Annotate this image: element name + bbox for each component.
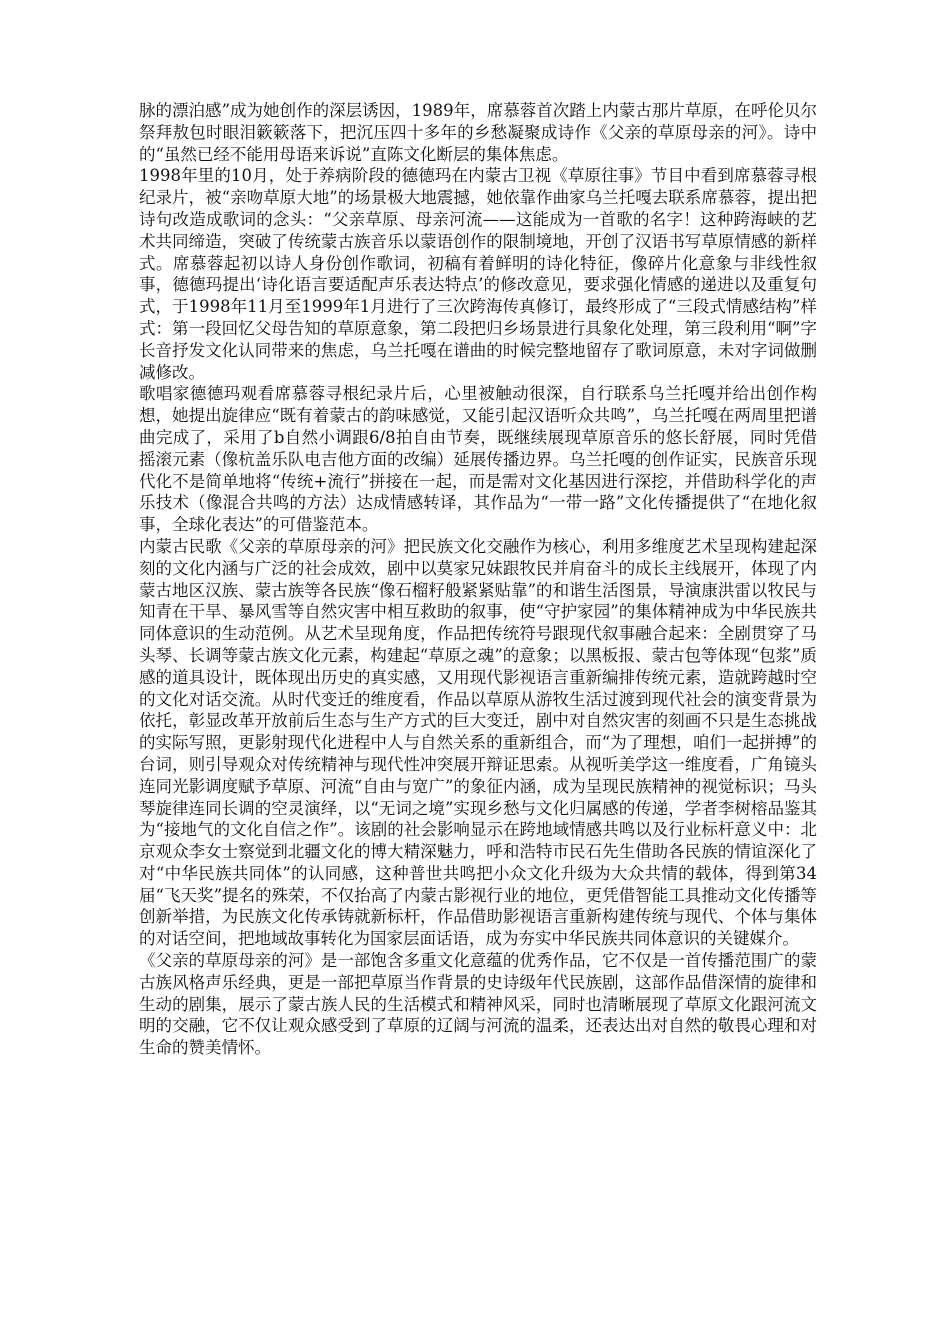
- paragraph-3: 歌唱家德德玛观看席慕蓉寻根纪录片后，心里被触动很深，自行联系乌兰托嘎并给出创作构想，她提出旋律应“既有着蒙古的韵味感觉，又能引起汉语听众共鸣”，乌兰托嘎在两周里把谱曲完成了，采用了b自然小调跟6/8拍自由节奏，既继续展现草原音乐的悠长舒展，同时凭借摇滚元素（像杭盖乐队电吉他方面的改编）延展传播边界。乌兰托嘎的创作证实，民族音乐现代化不是简单地将“传统+流行”拼接在一起，而是需对文化基因进行深挖，并借助科学化的声乐技术（像混合共鸣的方法）达成情感转译，其作品为“一带一路”文化传播提供了“在地化叙事，全球化表达”的可借鉴范本。: [139, 384, 817, 535]
- paragraph-5: 《父亲的草原母亲的河》是一部饱含多重文化意蕴的优秀作品，它不仅是一首传播范围广的蒙古族风格声乐经典，更是一部把草原当作背景的史诗级年代民族剧，这部作品借深情的旋律和生动的剧集，展示了蒙古族人民的生活模式和精神风采，同时也清晰展现了草原文化跟河流文明的交融，它不仅让观众感受到了草原的辽阔与河流的温柔，还表达出对自然的敬畏心理和对生命的赞美情怀。: [139, 951, 817, 1058]
- paragraph-1: 脉的漂泊感”成为她创作的深层诱因，1989年，席慕蓉首次踏上内蒙古那片草原，在呼伦贝尔祭拜敖包时眼泪簌簌落下，把沉压四十多年的乡愁凝聚成诗作《父亲的草原母亲的河》。诗中的“虽然已经不能用母语来诉说”直陈文化断层的集体焦虑。: [139, 101, 817, 164]
- document-body: [139, 100, 817, 1059]
- paragraph-2: 1998年里的10月，处于养病阶段的德德玛在内蒙古卫视《草原往事》节目中看到席慕蓉寻根纪录片，被“亲吻草原大地”的场景极大地震撼，她依靠作曲家乌兰托嘎去联系席慕蓉，提出把诗句改造成歌词的念头：“父亲草原、母亲河流——这能成为一首歌的名字！这种跨海峡的艺术共同缔造，突破了传统蒙古族音乐以蒙语创作的限制境地，开创了汉语书写草原情感的新样式。席慕蓉起初以诗人身份创作歌词，初稿有着鲜明的诗化特征，像碎片化意象与非线性叙事，德德玛提出‘诗化语言要适配声乐表达特点’的修改意见，要求强化情感的递进以及重复句式，于1998年11月至1999年1月进行了三次跨海传真修订，最终形成了“三段式情感结构”样式：第一段回忆父母告知的草原意象，第二段把归乡场景进行具象化处理，第三段利用“啊”字长音抒发文化认同带来的焦虑，乌兰托嘎在谱曲的时候完整地留存了歌词原意，未对字词做删减修改。: [139, 166, 817, 382]
- paragraph-4: 内蒙古民歌《父亲的草原母亲的河》把民族文化交融作为核心，利用多维度艺术呈现构建起深刻的文化内涵与广泛的社会成效，剧中以莫家兄妹跟牧民并肩奋斗的成长主线展开，体现了内蒙古地区汉族、蒙古族等各民族“像石榴籽般紧紧贴靠”的和谐生活图景，导演康洪雷以牧民与知青在干旱、暴风雪等自然灾害中相互救助的叙事，使“守护家园”的集体精神成为中华民族共同体意识的生动范例。从艺术呈现角度，作品把传统符号跟现代叙事融合起来：全剧贯穿了马头琴、长调等蒙古族文化元素，构建起“草原之魂”的意象；以黑板报、蒙古包等体现“包浆”质感的道具设计，既体现出历史的真实感，又用现代影视语言重新编排传统元素，造就跨越时空的文化对话交流。从时代变迁的维度看，作品以草原从游牧生活过渡到现代社会的演变背景为依托，彰显改革开放前后生态与生产方式的巨大变迁，剧中对自然灾害的刻画不只是生态挑战的实际写照，更影射现代化进程中人与自然关系的重新组合，而“为了理想，咱们一起拼搏”的台词，则引导观众对传统精神与现代性冲突展开辩证思索。从视听美学这一维度看，广角镜头连同光影调度赋予草原、河流“自由与宽广”的象征内涵，成为呈现民族精神的视觉标识；马头琴旋律连同长调的空灵演绎，以“无词之境”实现乡愁与文化归属感的传递，学者李树榕品鉴其为“接地气的文化自信之作”。该剧的社会影响显示在跨地域情感共鸣以及行业标杆意义中：北京观众李女士察觉到北疆文化的博大精深魅力，呼和浩特市民石先生借助各民族的情谊深化了对“中华民族共同体”的认同感，这种普世共鸣把小众文化升级为大众共情的载体，得到第34届“飞天奖”提名的殊荣，不仅抬高了内蒙古影视行业的地位，更凭借智能工具推动文化传播等创新举措，为民族文化传承铸就新标杆，作品借助影视语言重新构建传统与现代、个体与集体的对话空间，把地域故事转化为国家层面话语，成为夯实中华民族共同体意识的关键媒介。: [139, 536, 817, 949]
